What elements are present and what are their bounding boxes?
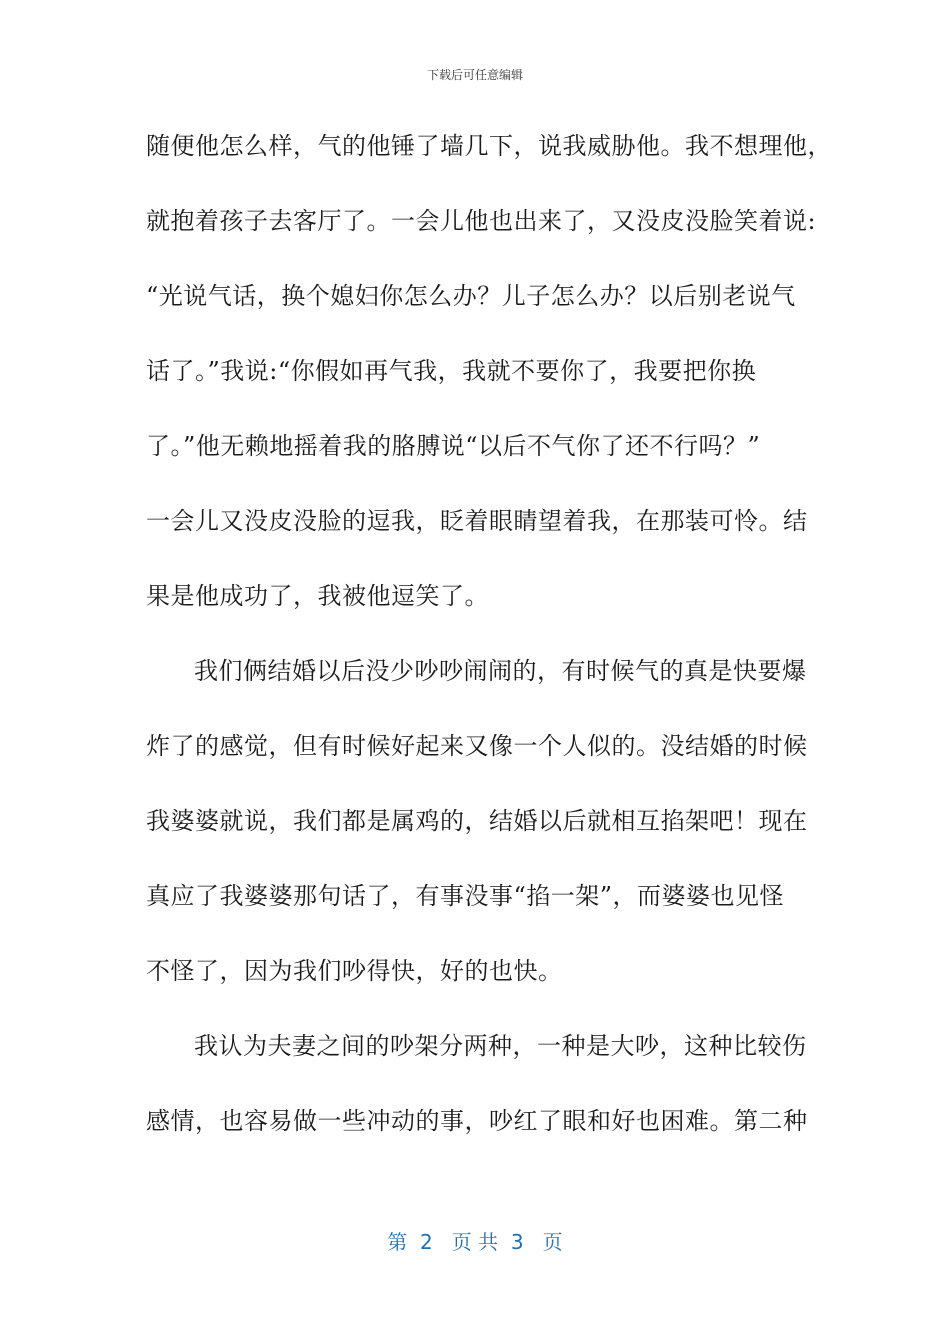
text-line: 炸了的感觉，但有时候好起来又像一个人似的。没结婚的时候 xyxy=(146,732,808,760)
page-number-footer: 第 2 页 共 3 页 xyxy=(387,1230,563,1254)
paragraph-start-line: 我们俩结婚以后没少吵吵闹闹的，有时候气的真是快要爆 xyxy=(194,657,807,685)
text-line: 我婆婆就说，我们都是属鸡的，结婚以后就相互掐架吧！现在 xyxy=(146,807,808,835)
text-line: 随便他怎么样，气的他锤了墙几下，说我威胁他。我不想理他， xyxy=(146,132,832,160)
paragraph-start-line: 我认为夫妻之间的吵架分两种，一种是大吵，这种比较伤 xyxy=(194,1032,807,1060)
text-line: 果是他成功了，我被他逗笑了。 xyxy=(146,582,489,610)
page-header-note: 下载后可任意编辑 xyxy=(426,68,523,82)
text-line: 了。”他无赖地摇着我的胳膊说“以后不气你了还不行吗？” xyxy=(146,432,761,460)
text-line: 就抱着孩子去客厅了。一会儿他也出来了，又没皮没脸笑着说: xyxy=(146,207,817,235)
text-line: 一会儿又没皮没脸的逗我，眨着眼睛望着我，在那装可怜。结 xyxy=(146,507,808,535)
text-line: 话了。”我说:“你假如再气我，我就不要你了，我要把你换 xyxy=(146,357,757,385)
text-line: “光说气话，换个媳妇你怎么办？儿子怎么办？以后别老说气 xyxy=(146,282,796,310)
text-line: 感情，也容易做一些冲动的事，吵红了眼和好也困难。第二种 xyxy=(146,1107,808,1135)
text-line: 不怪了，因为我们吵得快，好的也快。 xyxy=(146,957,563,985)
text-line: 真应了我婆婆那句话了，有事没事“掐一架”，而婆婆也见怪 xyxy=(146,882,785,910)
